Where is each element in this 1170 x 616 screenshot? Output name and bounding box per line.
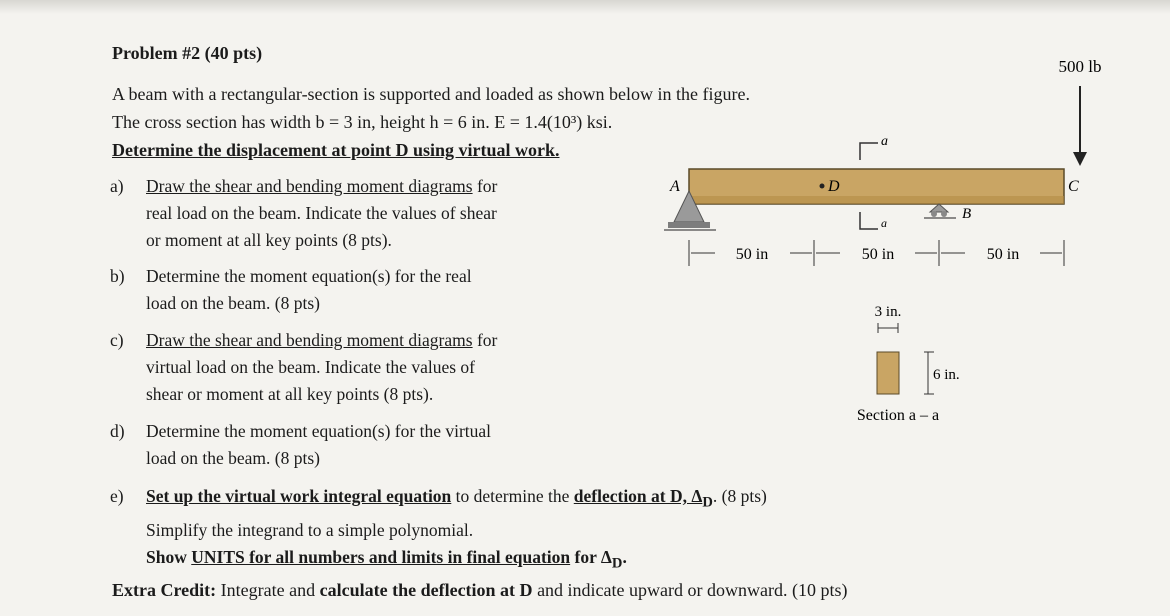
pin-support-a-base <box>668 222 710 228</box>
extra-credit-bold: calculate the deflection at D <box>319 580 533 600</box>
part-c-underlined: Draw the shear and bending moment diagrams <box>146 330 473 350</box>
part-c-line3: shear or moment at all key points (8 pts). <box>146 384 434 404</box>
section-cut-bottom <box>860 212 878 229</box>
problem-title: Problem #2 (40 pts) <box>112 43 263 63</box>
dim-label-1: 50 in <box>735 246 769 263</box>
part-e-underlined: Set up the virtual work integral equation <box>146 486 452 506</box>
roller-wheel-2 <box>941 211 947 217</box>
section-cut-top <box>860 143 878 160</box>
part-e-line1-mid: to determine the <box>451 486 574 506</box>
extra-credit-text-2: and indicate upward or downward. (10 pts) <box>532 580 848 600</box>
part-e-line3-sub: D <box>611 555 623 571</box>
part-e-line3-underlined: UNITS for all numbers and limits in final equation <box>191 546 571 567</box>
part-d-label: d) <box>110 421 125 441</box>
part-e-line2: Simplify the integrand to a simple polynomial. <box>146 519 474 540</box>
part-c-line1-rest: for <box>472 330 498 350</box>
part-c-label: c) <box>110 330 124 350</box>
part-c-line2: virtual load on the beam. Indicate the values of <box>146 357 475 377</box>
part-b-label: b) <box>110 266 125 286</box>
part-d-line1: Determine the moment equation(s) for the virtual <box>146 421 492 441</box>
part-a-line2: real load on the beam. Indicate the values of shear <box>146 203 497 223</box>
section-width-label: 3 in. <box>874 304 902 320</box>
section-cut-bottom-label: a <box>881 216 887 230</box>
section-cut-top-label: a <box>881 134 888 149</box>
part-e-line1-sub: D <box>702 494 713 511</box>
point-d-marker <box>820 184 825 189</box>
extra-credit-label: Extra Credit: <box>112 580 217 600</box>
part-b-line1: Determine the moment equation(s) for the real <box>146 266 472 286</box>
dim-label-3: 50 in <box>986 246 1020 263</box>
section-caption: Section a – a <box>856 407 940 424</box>
part-e-label: e) <box>110 486 124 506</box>
part-e-line1-bold: deflection at D, Δ <box>573 486 703 506</box>
part-a-label: a) <box>110 176 124 196</box>
cross-section <box>877 352 899 394</box>
point-c-label: C <box>1068 178 1079 195</box>
part-e-line3-pre: Show <box>146 546 192 567</box>
dim-label-2: 50 in <box>861 246 895 263</box>
extra-credit-text-1: Integrate and <box>216 580 320 600</box>
section-height-label: 6 in. <box>933 367 960 383</box>
intro-line-2: The cross section has width b = 3 in, height h = 6 in. E = 1.4(10³) ksi. <box>112 112 613 132</box>
part-e-line3-end: . <box>622 546 627 567</box>
roller-support-b <box>930 204 948 212</box>
load-arrow-head <box>1073 152 1087 166</box>
part-d-line2: load on the beam. (8 pts) <box>146 448 320 468</box>
part-e-line3-post: for Δ <box>570 546 612 567</box>
part-b-line2: load on the beam. (8 pts) <box>146 293 320 313</box>
load-label: 500 lb <box>1058 57 1102 76</box>
point-d-label: D <box>828 178 840 195</box>
intro-line-1: A beam with a rectangular-section is supported and loaded as shown below in the figure. <box>112 84 750 104</box>
beam-shade <box>689 196 1064 204</box>
part-e-line1-end: . (8 pts) <box>712 486 767 506</box>
part-a-underlined: Draw the shear and bending moment diagrams <box>146 176 473 196</box>
task-text: Determine the displacement at point D using virtual work. <box>112 140 560 160</box>
part-a-line3: or moment at all key points (8 pts). <box>146 230 392 250</box>
point-a-label: A <box>670 178 680 195</box>
point-b-label: B <box>962 206 972 222</box>
roller-wheel-1 <box>931 211 937 217</box>
part-a-line1-rest: for <box>472 176 498 196</box>
